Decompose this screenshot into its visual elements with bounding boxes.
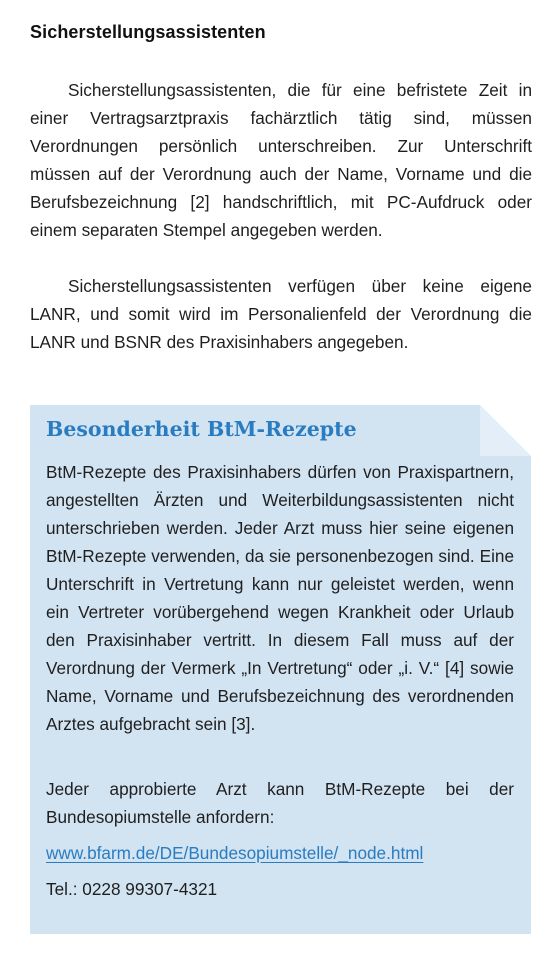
bundesopiumstelle-link[interactable]: www.bfarm.de/DE/Bundesopiumstelle/_node.html — [46, 843, 424, 863]
info-box-folded-corner — [480, 405, 531, 456]
info-box-title: Besonderheit BtM-Rezepte — [46, 417, 357, 441]
paragraph-signature-requirement: Sicherstellungsassistenten, die für eine befristete Zeit in einer Vertragsarztpraxis fachärztlich tätig sind, müssen Verordnungen persönlich unterschreiben. Zur Unterschrift müssen auf der Verordnung auch der Name, Vorname und die Berufsbezeichnung [2] handschriftlich, mit PC-Aufdruck oder einem separaten Stempel angegeben werden. — [30, 80, 532, 240]
paragraph-lanr-info: Sicherstellungsassistenten verfügen über keine eigene LANR, und somit wird im Personalienfeld der Verordnung die LANR und BSNR des Praxisinhabers angegeben. — [30, 276, 532, 352]
telephone-number: Tel.: 0228 99307-4321 — [46, 879, 218, 899]
section-heading: Sicherstellungsassistenten — [30, 22, 266, 42]
info-box-paragraph-request: Jeder approbierte Arzt kann BtM-Rezepte bei der Bundesopiumstelle anfordern: — [46, 779, 514, 827]
info-box-paragraph-btm-signature: BtM-Rezepte des Praxisinhabers dürfen von Praxispartnern, angestellten Ärzten und Weiterbildungsassistenten nicht unterschrieben werden. Jeder Arzt muss hier seine eigenen BtM-Rezepte verwenden, da sie personenbezogen sind. Eine Unterschrift in Vertretung kann nur geleistet werden, wenn ein Vertreter vorübergehend wegen Krankheit oder Urlaub den Praxisinhaber vertritt. In diesem Fall muss auf der Verordnung der Vermerk „In Vertretung“ oder „i. V.“ [4] sowie Name, Vorname und Berufsbezeichnung des verordnenden Arztes aufgebracht sein [3]. — [46, 462, 514, 734]
